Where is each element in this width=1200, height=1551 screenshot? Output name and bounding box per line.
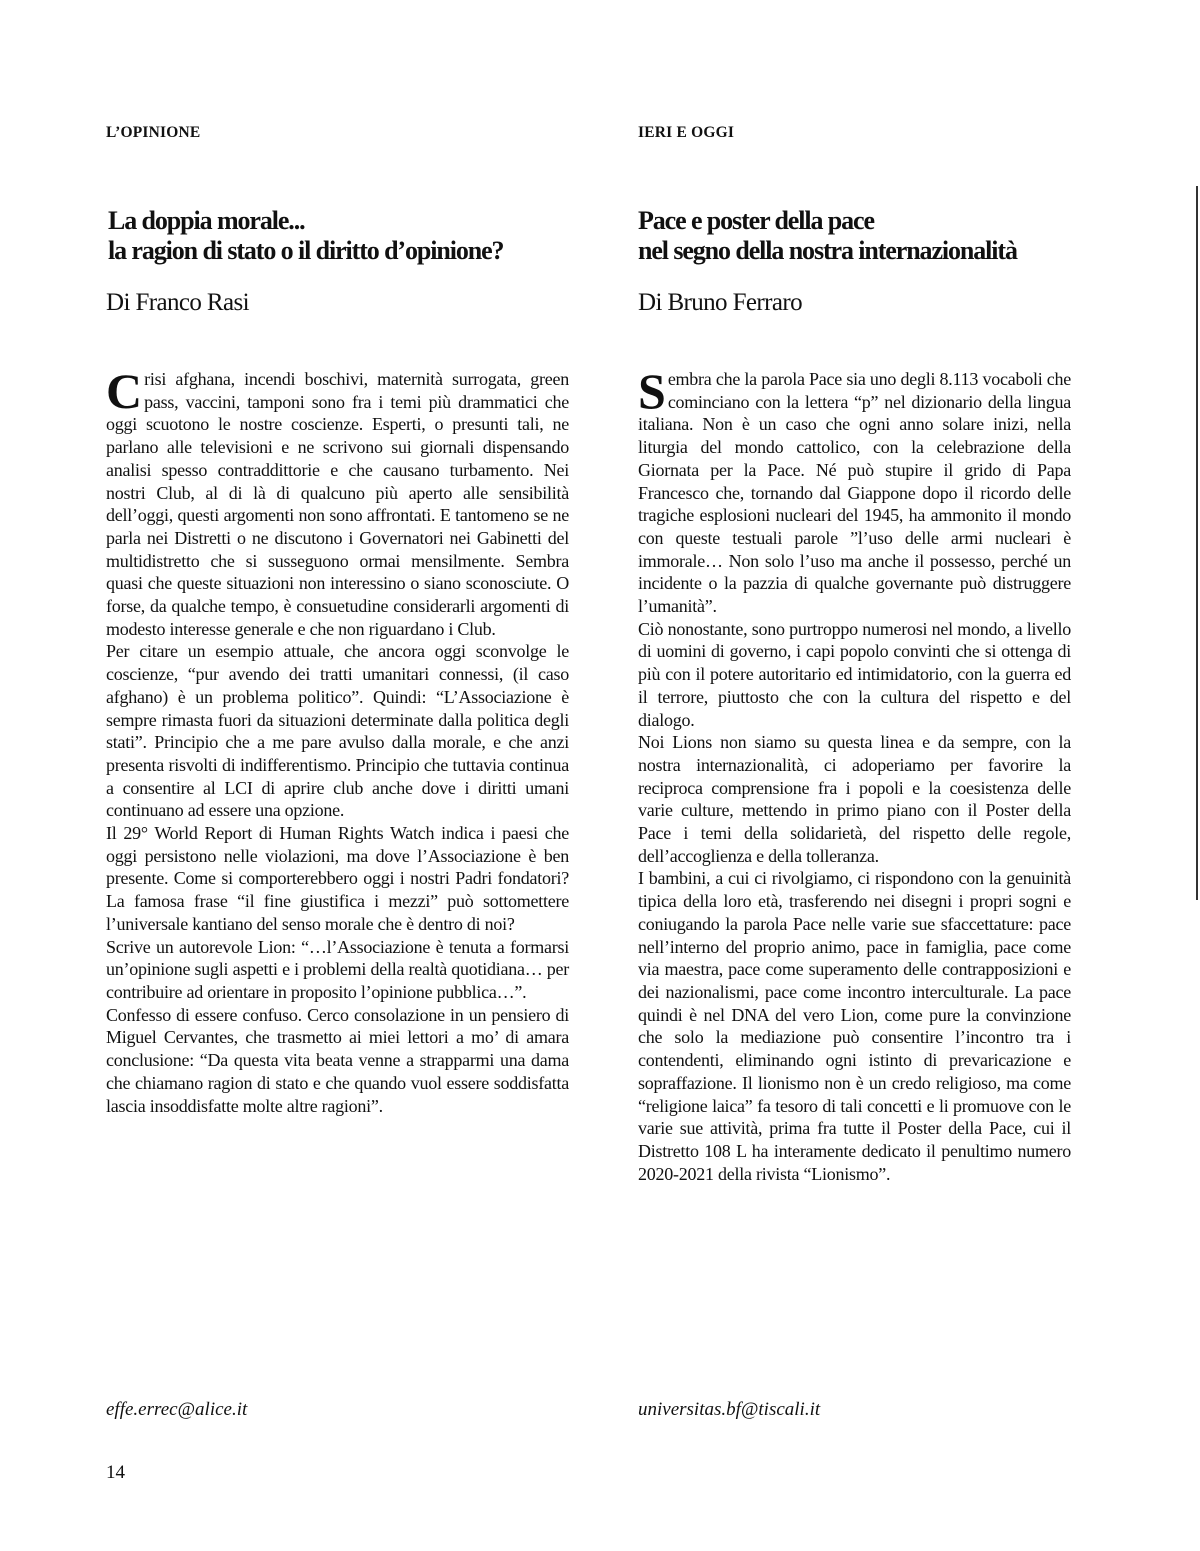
article-title: [108, 206, 571, 266]
title-line: La doppia morale...: [108, 206, 305, 235]
paragraph: Il 29° World Report di Human Rights Watch indica i paesi che oggi persistono nelle violazioni, ma dove l’Associazione è ben presente. Come si comporterebbero oggi i nostri Padri fondatori? La famosa frase “il fine giustifica i mezzi” può sottomettere l’universale kantiano del senso morale che è dentro di noi?: [106, 823, 569, 934]
page-number: 14: [106, 1462, 125, 1483]
paragraph: [106, 363, 569, 640]
paragraph: [638, 363, 1071, 618]
title-line: la ragion di stato o il diritto d’opinione?: [108, 236, 504, 265]
paragraph: Noi Lions non siamo su questa linea e da sempre, con la nostra internazionalità, ci adoperiamo per favorire la reciproca comprensione fra i popoli e la coesistenza delle varie culture, mettendo in primo piano con il Poster della Pace i temi della solidarietà, del rispetto delle regole, dell’accoglienza e della tolleranza.: [638, 732, 1071, 866]
article-title: [638, 206, 1071, 266]
author-email[interactable]: effe.errec@alice.it: [106, 1399, 248, 1420]
paragraph: Ciò nonostante, sono purtroppo numerosi nel mondo, a livello di uomini di governo, i capi popolo convinti che si ottenga di più con il potere autoritario ed intimidatorio, con la guerra ed il terrore, piuttosto che con la cultura del rispetto e del dialogo.: [638, 618, 1071, 730]
page-edge-divider: [1196, 186, 1198, 900]
drop-cap: S: [638, 363, 666, 419]
section-label: IERI E OGGI: [638, 124, 735, 141]
section-label: L’OPINIONE: [106, 124, 201, 141]
title-line: Pace e poster della pace: [638, 206, 874, 235]
title-line: nel segno della nostra internazionalità: [638, 236, 1017, 265]
author-email[interactable]: universitas.bf@tiscali.it: [638, 1399, 821, 1420]
paragraph: Per citare un esempio attuale, che ancora oggi sconvolge le coscienze, “pur avendo dei tratti umanitari connessi, (il caso afghano) è un problema politico”. Quindi: “L’Associazione è sempre rimasta fuori da situazioni determinate dalla politica degli stati”. Principio che a me pare avulso dalla morale, e che anzi presenta risvolti di indifferentismo. Principio che tuttavia continua a consentire al LCI di aprire club anche dove i diritti umani continuano ad essere una opzione.: [106, 641, 569, 821]
byline: Di Bruno Ferraro: [638, 289, 802, 316]
byline: Di Franco Rasi: [106, 289, 249, 316]
drop-cap: C: [106, 363, 143, 419]
article-body: [106, 363, 569, 1117]
paragraph: Scrive un autorevole Lion: “…l’Associazione è tenuta a formarsi un’opinione sugli aspetti e i problemi della realtà quotidiana… per contribuire ad orientare in proposito l’opinione pubblica…”.: [106, 936, 569, 1002]
paragraph: Confesso di essere confuso. Cerco consolazione in un pensiero di Miguel Cervantes, che trasmetto ai miei lettori a mo’ di amara conclusione: “Da questa vita beata venne a strapparmi una dama che chiamano ragion di stato e che quando vuol essere soddisfatta lascia insoddisfatte molte altre ragioni”.: [106, 1004, 569, 1116]
paragraph: I bambini, a cui ci rivolgiamo, ci rispondono con la genuinità tipica della loro età, trasferendo nei disegni i propri sogni e coniugando la parola Pace nelle varie sue sfaccettature: pace nell’interno del proprio animo, pace in famiglia, pace come via maestra, pace come superamento delle contrapposizioni e dei nazionalismi, pace come incontro interculturale. La pace quindi è nel DNA del vero Lion, come pure la convinzione che solo la mediazione può consentire l’incontro tra i contendenti, eliminando ogni istinto di prevaricazione e sopraffazione. Il lionismo non è un credo religioso, ma come “religione laica” fa tesoro di tali concetti e li promuove con le varie sue attività, prima fra tutte il Poster della Pace, cui il Distretto 108 L ha interamente dedicato il penultimo numero 2020-2021 della rivista “Lionismo”.: [638, 868, 1071, 1184]
paragraph-text: embra che la parola Pace sia uno degli 8.113 vocaboli che cominciano con la lettera “p” nel dizionario della lingua italiana. Non è un caso che ogni anno solare inizi, nella liturgia del mondo cattolico, con la celebrazione della Giornata per la Pace. Né può stupire il grido di Papa Francesco che, tornando dal Giappone dopo il ricordo delle tragiche esplosioni nucleari del 1945, ha ammonito il mondo con queste testuali parole ”l’uso delle armi nucleari è immorale… Non solo l’uso ma anche il possesso, perché un incidente o la pazzia di qualche governante può distruggere l’umanità”.: [638, 369, 1071, 617]
paragraph-text: risi afghana, incendi boschivi, maternità surrogata, green pass, vaccini, tamponi sono fra i temi più drammatici che oggi scuotono le nostre coscienze. Esperti, o presunti tali, ne parlano alle televisioni e ne scrivono sui giornali dispensando analisi spesso contraddittorie e che causano turbamento. Nei nostri Club, al di là di qualcuno più aperto alle sensibilità dell’oggi, questi argomenti non sono affrontati. E tantomeno se ne parla nei Distretti o ne discutono i Governatori nei Gabinetti del multidistretto che si susseguono ormai mensilmente. Sembra quasi che queste situazioni non interessino o siano sconosciute. O forse, da qualche tempo, è consuetudine considerarli argomenti di modesto interesse generale e che non riguardano i Club.: [106, 369, 569, 639]
article-body: [638, 363, 1071, 1185]
